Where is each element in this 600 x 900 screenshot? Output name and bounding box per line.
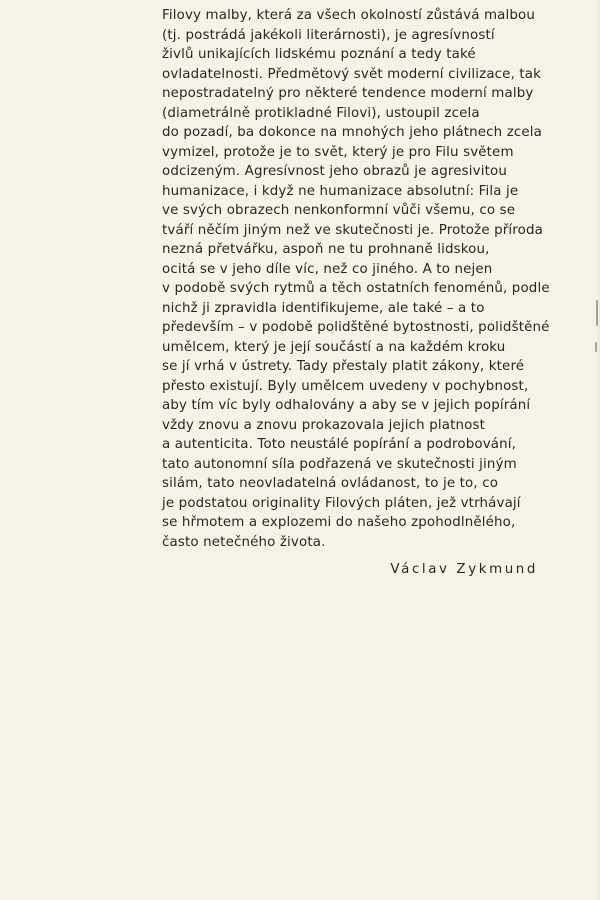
text-line: silám, tato neovladatelná ovládanost, to je to, co — [162, 476, 499, 492]
text-line: Filovy malby, která za všech okolností zůstává malbou — [162, 8, 536, 23]
text-line: ve svých obrazech nenkonformní vůči všemu, co se — [162, 203, 516, 219]
text-line: se hřmotem a explozemi do našeho zpohodlnělého, — [162, 515, 516, 531]
text-line: v podobě svých rytmů a těch ostatních fenoménů, podle — [162, 281, 550, 297]
text-line: živlů unikajících lidskému poznání a tedy také — [162, 47, 476, 63]
text-line: ovladatelnosti. Předmětový svět moderní civilizace, tak — [162, 66, 542, 82]
text-line: odcizeným. Agresívnost jeho obrazů je agresivitou — [162, 164, 507, 180]
text-line: tato autonomní síla podřazená ve skutečnosti jiným — [162, 456, 517, 472]
text-line: vymizel, protože je to svět, který je pro Filu světem — [162, 144, 514, 160]
text-line: je podstatou originality Filových pláten, jež vtrhávají — [162, 495, 521, 511]
text-line: aby tím víc byly odhalovány a aby se v jejich popírání — [162, 398, 531, 414]
text-line: a autenticita. Toto neustálé popírání a podrobování, — [162, 437, 517, 453]
text-line: nichž ji zpravidla identifikujeme, ale také – a to — [162, 300, 485, 316]
text-line: vždy znovu a znovu prokazovala jejich platnost — [162, 417, 485, 433]
page-edge-mark — [596, 300, 598, 326]
text-line: často netečného života. — [162, 534, 326, 550]
text-line: tváří něčím jiným než ve skutečnosti je. Protože příroda — [162, 222, 544, 238]
text-line: nezná přetvářku, aspoň ne tu prohnaně lidskou, — [162, 242, 490, 258]
text-line: nepostradatelný pro některé tendence moderní malby — [162, 86, 534, 102]
page-edge-mark — [595, 342, 597, 352]
author-signature: Václav Zykmund — [390, 562, 538, 577]
text-line: umělcem, který je její součástí a na každém kroku — [162, 339, 506, 355]
text-line: ocitá se v jeho díle víc, než co jiného. A to nejen — [162, 261, 493, 277]
essay-paragraph — [162, 6, 550, 552]
text-line: (diametrálně protikladné Filovi), ustoupil zcela — [162, 105, 480, 121]
text-line: (tj. postrádá jakékoli literárnosti), je agresívností — [162, 27, 495, 43]
text-line: přesto existují. Byly umělcem uvedeny v pochybnost, — [162, 378, 529, 394]
text-line: především – v podobě polidštěné bytostnosti, polidštěné — [162, 320, 550, 336]
text-line: humanizace, i když ne humanizace absolutní: Fila je — [162, 183, 519, 199]
text-line: do pozadí, ba dokonce na mnohých jeho plátnech zcela — [162, 125, 543, 141]
text-line: se jí vrhá v ústrety. Tady přestaly platit zákony, které — [162, 359, 525, 375]
